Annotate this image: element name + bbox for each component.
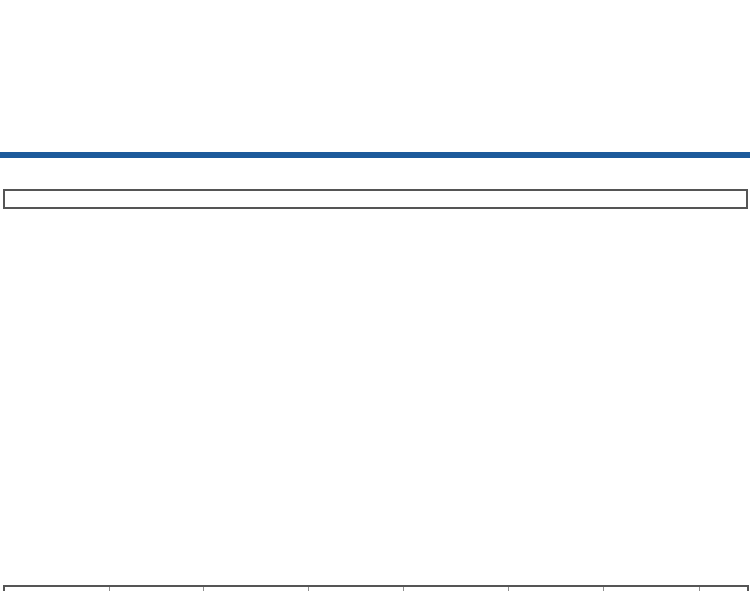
cell [403, 586, 508, 591]
cell [109, 586, 203, 591]
cell [4, 586, 109, 591]
cell [699, 586, 748, 591]
table1-header [4, 190, 747, 208]
sfp-plus-table-cutoff [3, 585, 749, 591]
table-row [4, 586, 748, 591]
sfp-modules-table [3, 189, 748, 209]
accent-bar [0, 152, 750, 158]
cell [508, 586, 603, 591]
cell [603, 586, 699, 591]
cell [203, 586, 308, 591]
cell [308, 586, 403, 591]
